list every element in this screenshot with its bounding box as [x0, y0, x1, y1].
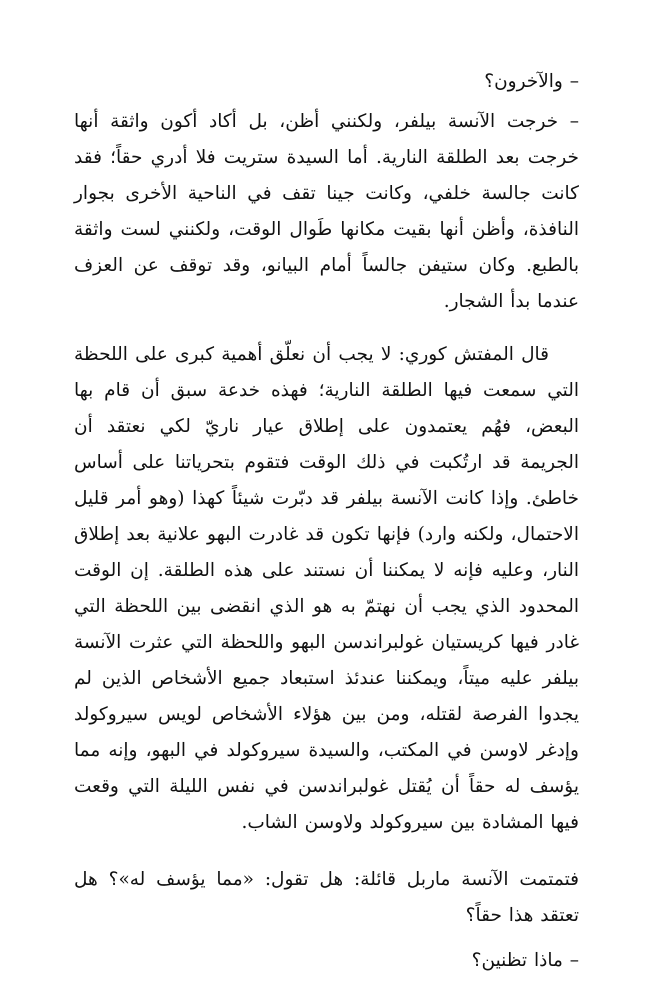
inspector-curry-paragraph: قال المفتش كوري: لا يجب أن نعلّق أهمية كبرى على اللحظة التي سمعت فيها الطلقة النارية؛ فهذه خدعة سبق أن قام بها البعض، فهُم يعتمدون على إطلاق عيار ناريّ لكي نعتقد أن الجريمة قد ارتُكبت في ذلك الوقت فتقوم بتحرياتنا على أساس خاطئ. وإذا كانت الآنسة بيلفر قد دبّرت شيئاً كهذا (وهو أمر قليل الاحتمال، ولكنه وارد) فإنها تكون قد غادرت البهو علانية بعد إطلاق النار، وعليه فإنه لا يمكننا أن نستند على هذه الطلقة. إن الوقت المحدود الذي يجب أن نهتمّ به هو الذي انقضى بين اللحظة التي غادر فيها كريستيان غولبراندسن البهو واللحظة التي عثرت الآنسة بيلفر عليه ميتاً، ويمكننا عندئذ استبعاد جميع الأشخاص الذين لم يجدوا الفرصة لقتله، ومن بين هؤلاء الأشخاص لويس سيروكولد وإدغر لاوسن في المكتب، والسيدة سيروكولد في البهو، وإنه مما يؤسف له حقاً أن يُقتل غولبراندسن في نفس الليلة التي وقعت فيها المشادة بين سيروكولد ولاوسن الشاب. — [74, 344, 579, 833]
dialogue-what-do-you-think: – ماذا تظنين؟ — [471, 950, 579, 971]
dialogue-question-others: – والآخرون؟ — [484, 71, 579, 92]
dialogue-answer-witness: – خرجت الآنسة بيلفر، ولكنني أظن، بل أكاد أكون واثقة أنها خرجت بعد الطلقة النارية. أما السيدة ستريت فلا أدري حقاً؛ فقد كانت جالسة خلفي، وكانت جينا تقف في الناحية الأخرى بجوار النافذة، وأظن أنها بقيت مكانها طَوال الوقت، ولكنني لست واثقة بالطبع. وكان ستيفن جالساً أمام البيانو، وقد توقف عن العزف عندما بدأ الشجار. — [74, 111, 579, 312]
miss-marple-question: فتمتمت الآنسة ماربل قائلة: هل تقول: «مما يؤسف له»؟ هل تعتقد هذا حقاً؟ — [74, 869, 579, 926]
